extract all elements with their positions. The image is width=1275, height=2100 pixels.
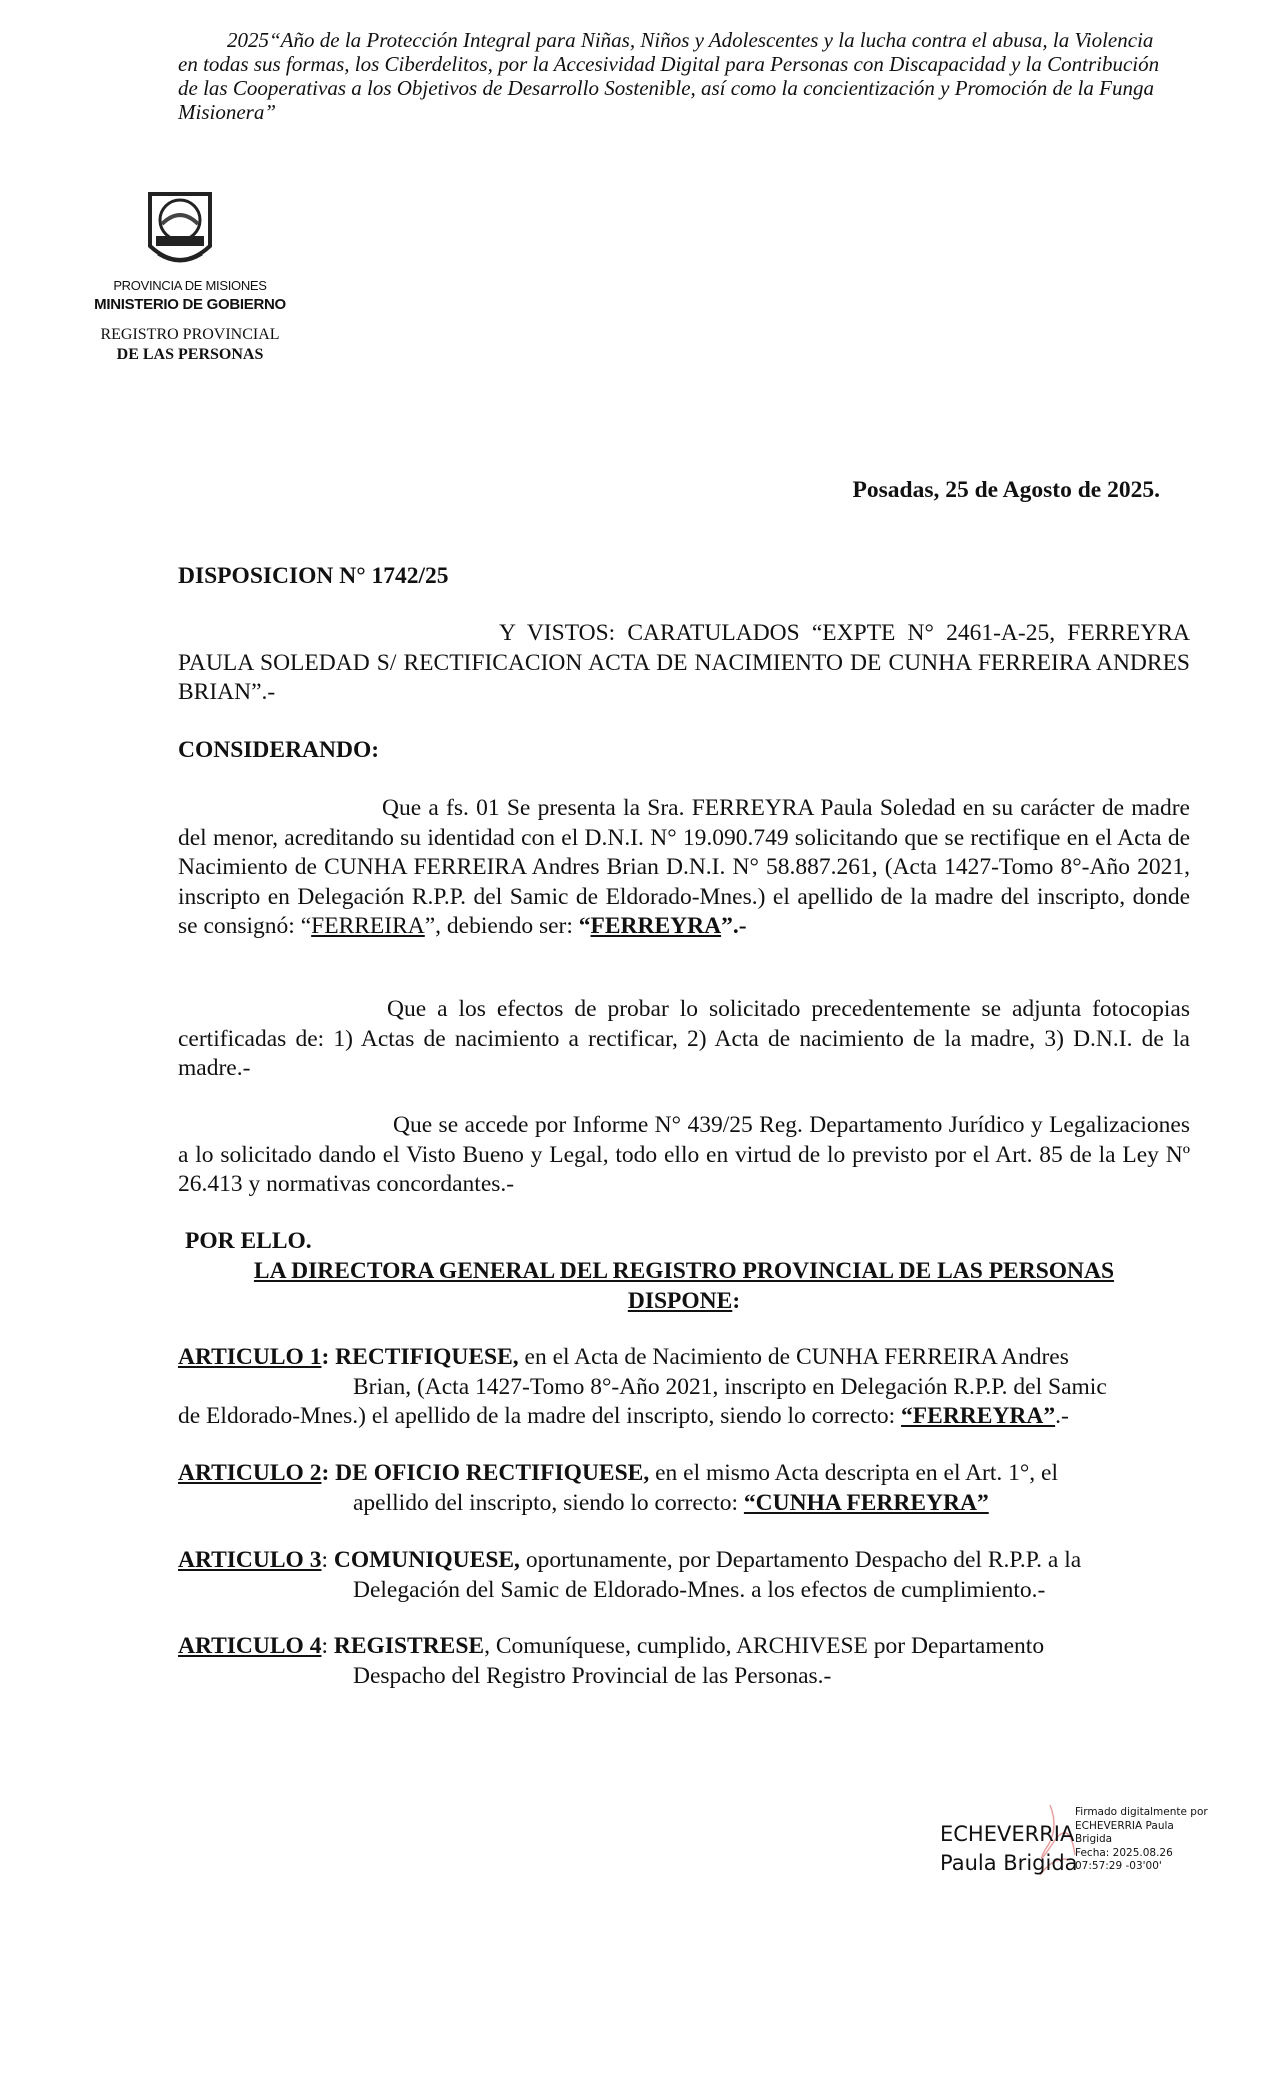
disposition-number: DISPOSICION N° 1742/25: [178, 563, 449, 589]
signer-name: ECHEVERRIA Paula Brigida: [940, 1822, 1078, 1875]
considerando-heading: CONSIDERANDO:: [178, 737, 380, 763]
considerando-paragraph-2: Que a los efectos de probar lo solicitado precedentemente se adjunta fotocopias certificadas de: 1) Actas de nacimiento a rectificar, 2) Acta de nacimiento de la madre, 3) D.N.I. de la madre.-: [178, 996, 1190, 1081]
province-label: PROVINCIA DE MISIONES: [113, 278, 267, 293]
article-1: ARTICULO 1: RECTIFIQUESE, en el Acta de Nacimiento de CUNHA FERREIRA Andres Brian, (Acta 1427-Tomo 8°-Año 2021, inscripto en Delegación R.P.P. del Samic de Eldorado-Mnes.) el apellido de la madre del inscripto, siendo lo correcto: “FERREYRA”.-: [178, 1344, 1107, 1429]
article-2: ARTICULO 2: DE OFICIO RECTIFIQUESE, en el mismo Acta descripta en el Art. 1°, el apellido del inscripto, siendo lo correcto: “CUNHA FERREYRA”: [178, 1460, 1059, 1516]
dispone-heading: DISPONE:: [627, 1288, 741, 1314]
vistos-paragraph: Y VISTOS: CARATULADOS “EXPTE N° 2461-A-25, FERREYRA PAULA SOLEDAD S/ RECTIFICACION ACTA DE NACIMIENTO DE CUNHA FERREIRA ANDRES BRIAN”.-: [178, 620, 1190, 705]
considerando-paragraph-3: Que se accede por Informe N° 439/25 Reg. Departamento Jurídico y Legalizaciones a lo solicitado dando el Visto Bueno y Legal, todo ello en virtud de lo previsto por el Art. 85 de la Ley Nº 26.413 y normativas concordantes.-: [178, 1112, 1190, 1197]
por-ello-label: POR ELLO.: [185, 1228, 312, 1254]
article-4: ARTICULO 4: REGISTRESE, Comuníquese, cumplido, ARCHIVESE por Departamento Despacho del Registro Provincial de las Personas.-: [178, 1633, 1045, 1689]
article-3: ARTICULO 3: COMUNIQUESE, oportunamente, por Departamento Despacho del R.P.P. a la Delegación del Samic de Eldorado-Mnes. a los efectos de cumplimiento.-: [178, 1547, 1082, 1603]
considerando-paragraph-1: Que a fs. 01 Se presenta la Sra. FERREYRA Paula Soledad en su carácter de madre del menor, acreditando su identidad con el D.N.I. N° 19.090.749 solicitando que se rectifique en el Acta de Nacimiento de CUNHA FERREIRA Andres Brian D.N.I. N° 58.887.261, (Acta 1427-Tomo 8°-Año 2021, inscripto en Delegación R.P.P. del Samic de Eldorado-Mnes.) el apellido de la madre del inscripto, donde se consignó: “FERREIRA”, debiendo ser: “FERREYRA”.-: [178, 795, 1190, 939]
signature-details: Firmado digitalmente por ECHEVERRIA Paula Brigida Fecha: 2025.08.26 07:57:29 -03'00': [1075, 1806, 1208, 1872]
provincial-seal-logo: [140, 186, 220, 274]
registry-label-2: DE LAS PERSONAS: [116, 346, 264, 363]
registry-label-1: REGISTRO PROVINCIAL: [100, 326, 280, 343]
year-motto: 2025“Año de la Protección Integral para Niñas, Niños y Adolescentes y la lucha contra el abusa, la Violencia en todas sus formas, los Ciberdelitos, por la Accesividad Digital para Personas con Discapacidad y la Contribución de las Cooperativas a los Objetivos de Desarrollo Sostenible, así como la concientización y Promoción de la Funga Misionera”: [178, 28, 1160, 124]
ministry-label: MINISTERIO DE GOBIERNO: [94, 296, 286, 313]
directora-heading: LA DIRECTORA GENERAL DEL REGISTRO PROVINCIAL DE LAS PERSONAS: [253, 1258, 1115, 1284]
document-date: Posadas, 25 de Agosto de 2025.: [852, 477, 1160, 503]
